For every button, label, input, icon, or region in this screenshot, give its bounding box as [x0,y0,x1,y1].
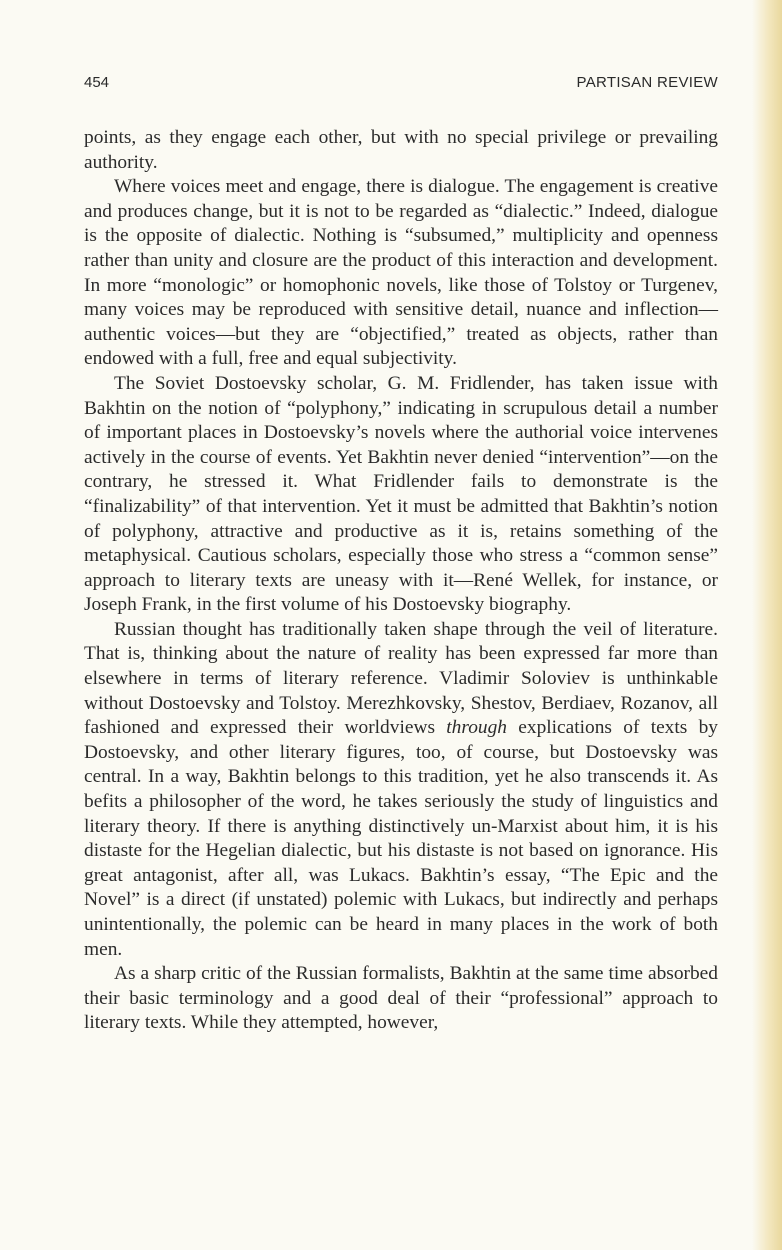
page-number: 454 [84,74,110,91]
paragraph-formalists [84,962,718,1036]
article-body [84,126,718,1036]
page-edge-shading [752,0,782,1250]
running-header [84,74,718,96]
paragraph-continued [84,126,718,175]
paragraph-fridlender [84,372,718,618]
paragraph-text: The Soviet Dostoevsky scholar, G. M. Fridlender, has taken issue with Bakhtin on the notion of “polyphony,” indicating in scrupulous detail a number of important places in Dostoevsky’s novels where the authorial voice intervenes actively in the course of events. Yet Bakhtin never denied “intervention”—on the contrary, he stressed it. What Fridlender fails to demonstrate is the “finalizability” of that intervention. Yet it must be admitted that Bakhtin’s notion of polyphony, attractive and productive as it is, retains something of the metaphysical. Cautious scholars, especially those who stress a “common sense” approach to literary texts are uneasy with it—René Wellek, for instance, or Joseph Frank, in the first volume of his Dostoevsky biography. [84,372,718,616]
italic-through: through [446,717,507,739]
paragraph-dialogue [84,175,718,372]
paragraph-text: points, as they engage each other, but with no special privilege or prevailing authority. [84,127,718,173]
paragraph-text-after: explications of texts by Dostoevsky, and other literary figures, too, of course, but Dostoevsky was central. In a way, Bakhtin belongs to this tradition, yet he also transcends it. As befits a philosopher of the word, he takes seriously the study of linguistics and literary theory. If there is anything distinctively un-Marxist about him, it is his distaste for the Hegelian dialectic, but his distaste is not based on ignorance. His great antagonist, after all, was Lukacs. Bakhtin’s essay, “The Epic and the Novel” is a direct (if unstated) polemic with Lukacs, but indirectly and perhaps unintentionally, the polemic can be heard in many places in the work of both men. [84,717,718,960]
paragraph-text: As a sharp critic of the Russian formalists, Bakhtin at the same time absorbed their basic terminology and a good deal of their “professional” approach to literary texts. While they attempted, however, [84,963,718,1034]
paragraph-russian-thought [84,618,718,962]
journal-title: PARTISAN REVIEW [576,74,718,91]
paragraph-text: Where voices meet and engage, there is dialogue. The engagement is creative and produces change, but it is not to be regarded as “dialectic.” Indeed, dialogue is the opposite of dialectic. Nothing is “subsumed,” multiplicity and openness rather than unity and closure are the product of this interaction and development. In more “monologic” or homophonic novels, like those of Tolstoy or Turgenev, many voices may be reproduced with sensitive detail, nuance and inflection—authentic voices—but they are “objectified,” treated as objects, rather than endowed with a full, free and equal subjectivity. [84,176,718,370]
paragraph-text-before: Russian thought has traditionally taken shape through the veil of literature. That is, thinking about the nature of reality has been expressed far more than elsewhere in terms of literary reference. Vladimir Soloviev is unthinkable without Dostoevsky and Tolstoy. Merezhkovsky, Shestov, Berdiaev, Rozanov, all fashioned and expressed their worldviews [84,618,718,739]
